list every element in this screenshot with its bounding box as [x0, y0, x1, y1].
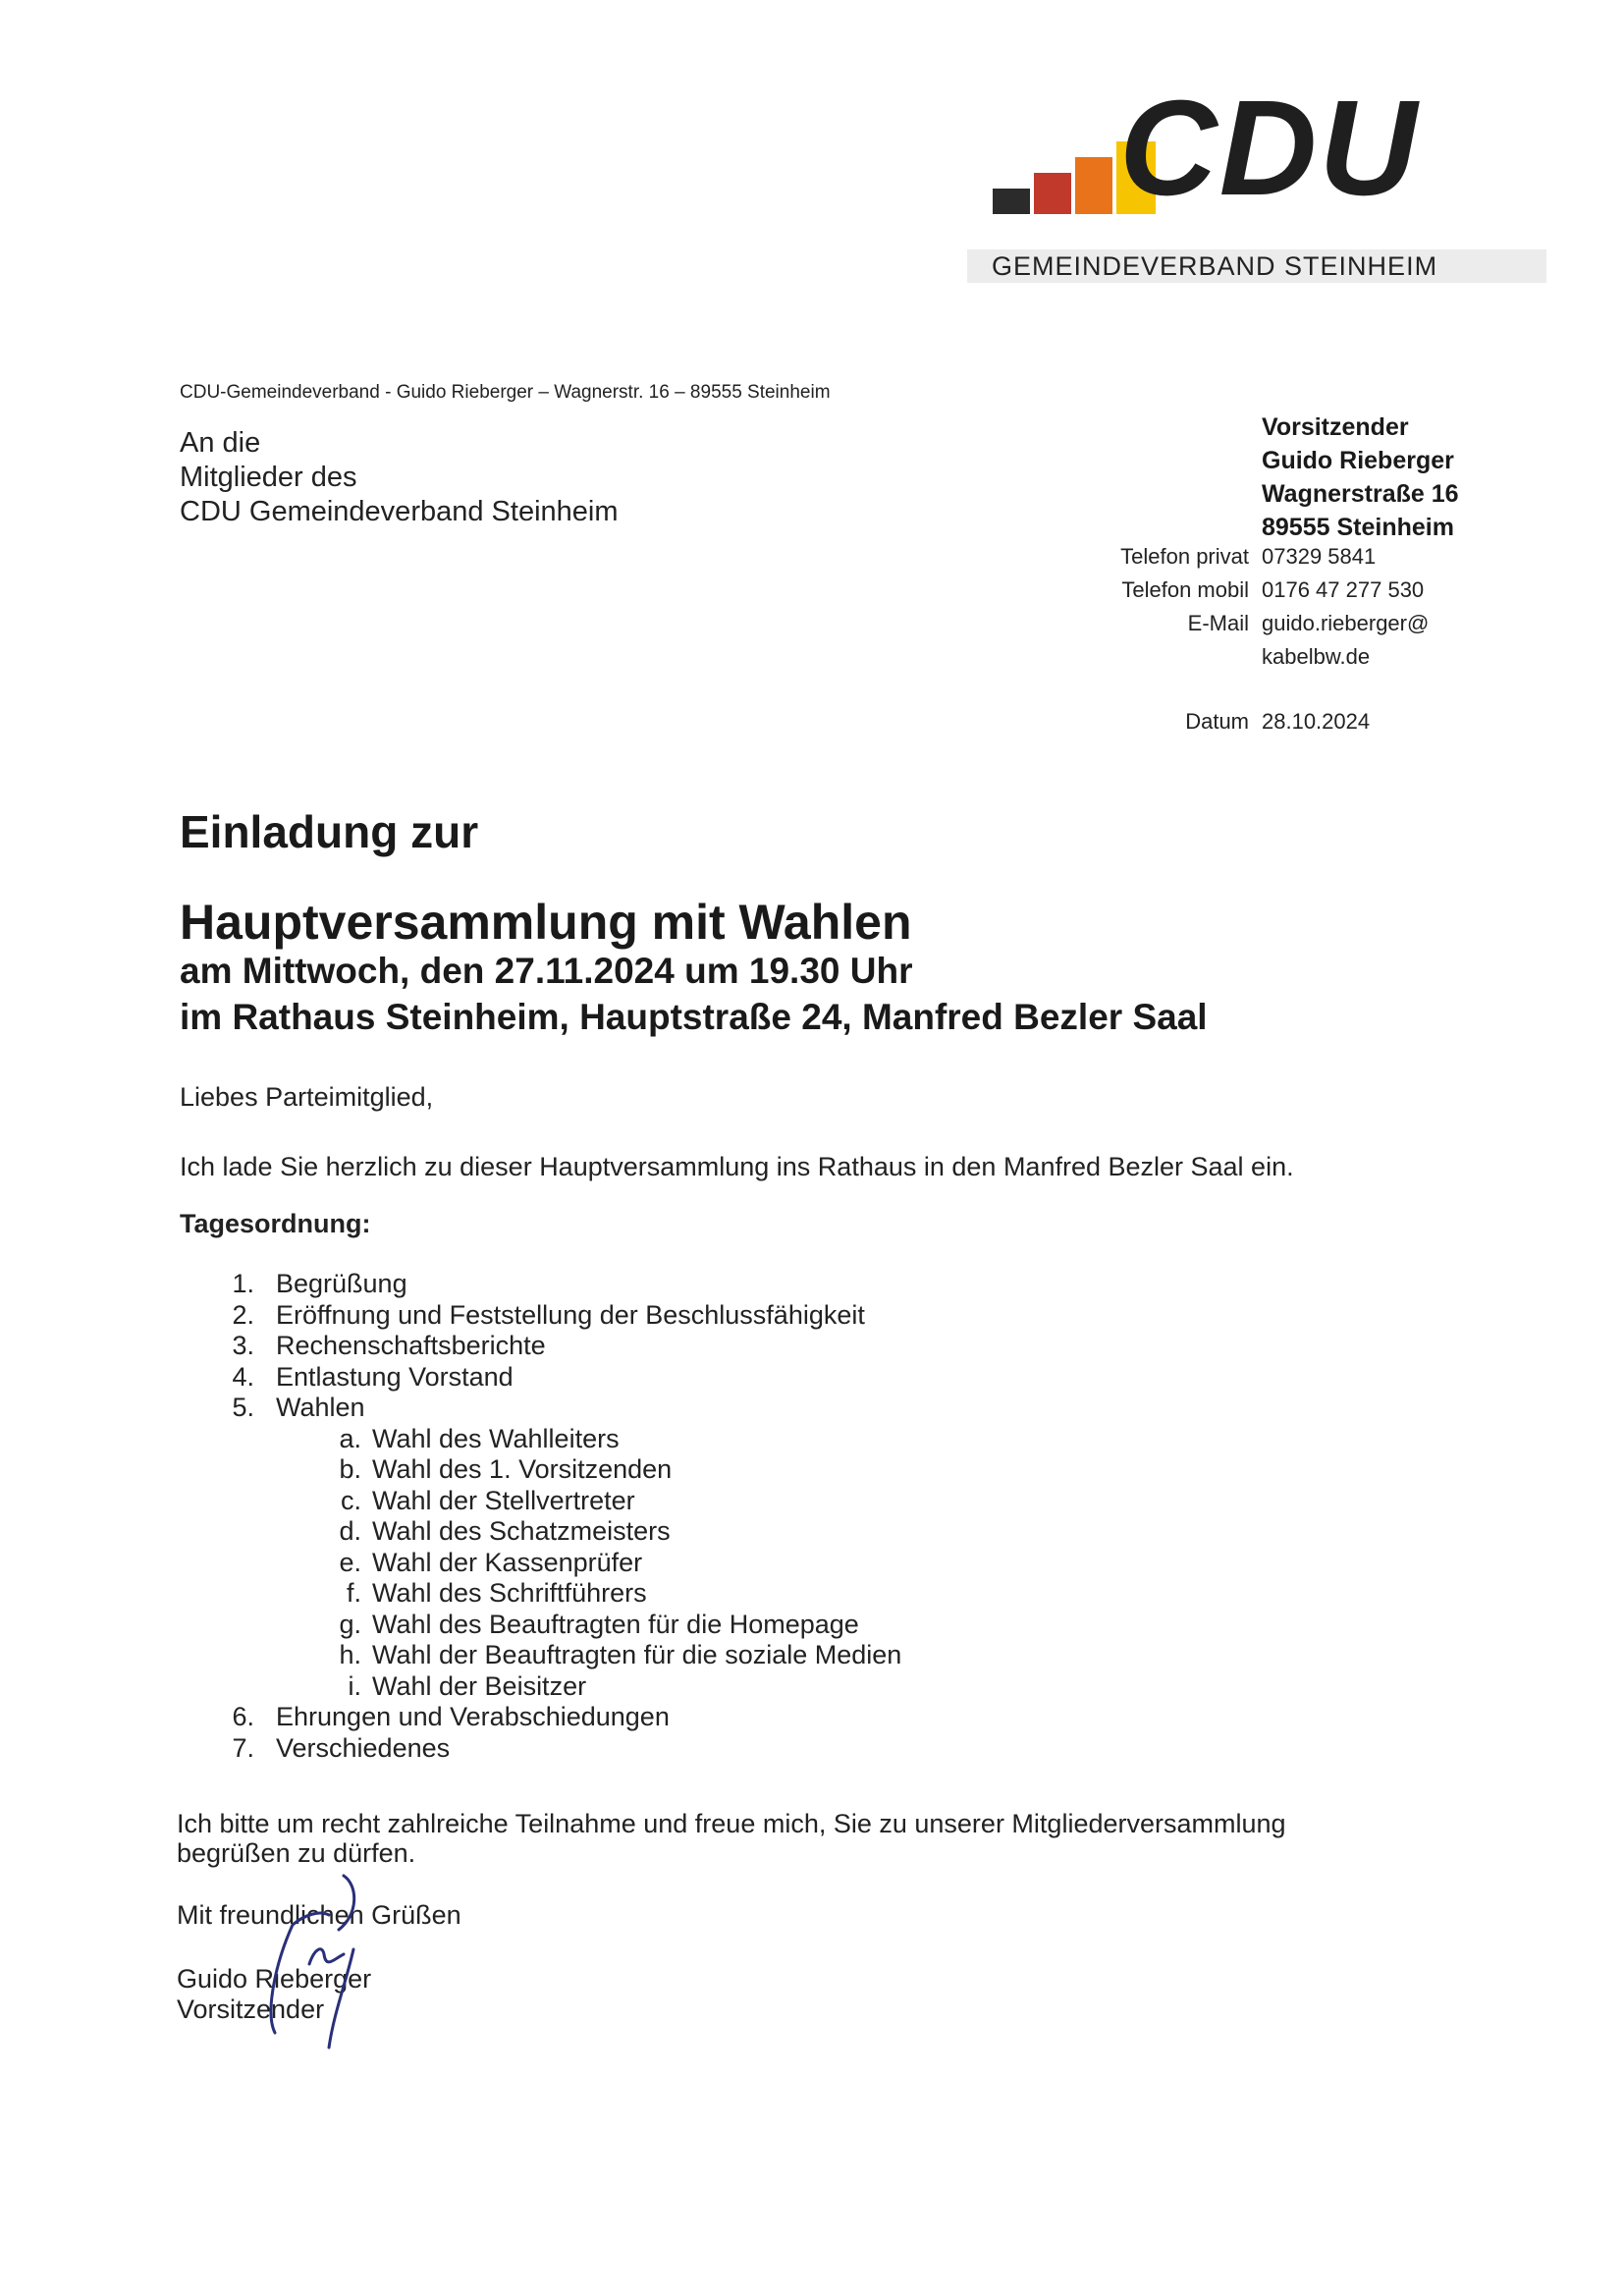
- heading-date: am Mittwoch, den 27.11.2024 um 19.30 Uhr: [180, 951, 913, 991]
- agenda-number: e.: [339, 1547, 361, 1577]
- recipient-line: An die: [180, 427, 261, 459]
- agenda-number: 1.: [232, 1269, 254, 1298]
- agenda-text: Wahl des Wahlleiters: [372, 1423, 620, 1453]
- agenda-number: 7.: [232, 1732, 254, 1763]
- logo-bar-icon: [1034, 173, 1071, 214]
- recipient-line: Mitglieder des: [180, 462, 357, 493]
- agenda-text: Wahlen: [276, 1393, 365, 1422]
- agenda-subitem: [180, 1516, 1456, 1548]
- contact-label: Telefon mobil: [1121, 577, 1249, 602]
- contact-label: Telefon privat: [1120, 544, 1249, 569]
- agenda-list: [180, 1269, 1456, 1764]
- agenda-subitem: [180, 1671, 1456, 1703]
- regards: Mit freundlichen Grüßen: [177, 1900, 461, 1930]
- recipient-line: CDU Gemeindeverband Steinheim: [180, 496, 619, 527]
- agenda-text: Wahl des Schriftführers: [372, 1578, 647, 1608]
- closing-line: Ich bitte um recht zahlreiche Teilnahme und freue mich, Sie zu unserer Mitgliederversammlung: [177, 1809, 1286, 1838]
- closing-line: begrüßen zu dürfen.: [177, 1838, 416, 1868]
- agenda-subitem: [180, 1486, 1456, 1517]
- agenda-text: Wahl der Beauftragten für die soziale Medien: [372, 1640, 902, 1669]
- agenda-text: Begrüßung: [276, 1269, 407, 1298]
- intro-paragraph: Ich lade Sie herzlich zu dieser Hauptversammlung ins Rathaus in den Manfred Bezler Saal ein.: [180, 1152, 1294, 1181]
- agenda-item: [180, 1362, 1456, 1394]
- contact-city: 89555 Steinheim: [1262, 514, 1454, 541]
- agenda-text: Wahl der Beisitzer: [372, 1670, 587, 1701]
- contact-label: Datum: [1185, 709, 1249, 734]
- contact-value: 28.10.2024: [1262, 709, 1371, 734]
- agenda-number: a.: [339, 1423, 361, 1453]
- agenda-number: 6.: [232, 1702, 254, 1731]
- logo-bar-icon: [993, 189, 1030, 214]
- agenda-item: [180, 1269, 1456, 1300]
- contact-street: Wagnerstraße 16: [1262, 480, 1459, 508]
- agenda-heading: Tagesordnung:: [180, 1209, 371, 1238]
- agenda-item: [180, 1733, 1456, 1765]
- agenda-subitem: [180, 1424, 1456, 1455]
- heading-main: Hauptversammlung mit Wahlen: [180, 895, 912, 950]
- signer-name: Guido Rieberger: [177, 1964, 372, 1994]
- agenda-subitem: [180, 1610, 1456, 1641]
- agenda-item: [180, 1393, 1456, 1424]
- agenda-number: g.: [339, 1609, 361, 1639]
- logo-subtitle: GEMEINDEVERBAND STEINHEIM: [992, 251, 1438, 281]
- agenda-subitem: [180, 1548, 1456, 1579]
- agenda-number: 4.: [232, 1361, 254, 1392]
- signer-role: Vorsitzender: [177, 1995, 325, 2024]
- cdu-logo: [987, 73, 1537, 285]
- agenda-number: f.: [346, 1578, 361, 1608]
- agenda-text: Eröffnung und Feststellung der Beschlussfähigkeit: [276, 1299, 865, 1330]
- agenda-number: 3.: [232, 1331, 254, 1360]
- heading-place: im Rathaus Steinheim, Hauptstraße 24, Manfred Bezler Saal: [180, 997, 1208, 1037]
- agenda-text: Wahl der Stellvertreter: [372, 1485, 635, 1515]
- contact-value: guido.rieberger@: [1262, 611, 1430, 635]
- agenda-item: [180, 1331, 1456, 1362]
- contact-value: 07329 5841: [1262, 544, 1377, 569]
- agenda-text: Rechenschaftsberichte: [276, 1331, 546, 1360]
- agenda-text: Wahl des Beauftragten für die Homepage: [372, 1609, 859, 1639]
- contact-name: Guido Rieberger: [1262, 447, 1454, 474]
- agenda-number: c.: [340, 1485, 361, 1515]
- agenda-number: h.: [339, 1640, 361, 1669]
- agenda-text: Wahl des Schatzmeisters: [372, 1516, 671, 1546]
- agenda-text: Wahl des 1. Vorsitzenden: [372, 1454, 673, 1484]
- agenda-text: Entlastung Vorstand: [276, 1361, 514, 1392]
- contact-value: kabelbw.de: [1262, 644, 1371, 669]
- contact-value: 0176 47 277 530: [1262, 577, 1425, 602]
- agenda-number: d.: [339, 1516, 361, 1546]
- salutation: Liebes Parteimitglied,: [180, 1082, 434, 1112]
- agenda-subitem: [180, 1640, 1456, 1671]
- agenda-text: Wahl der Kassenprüfer: [372, 1547, 643, 1577]
- logo-bar-icon: [1075, 157, 1112, 214]
- agenda-subitem: [180, 1454, 1456, 1486]
- handwritten-signature: [236, 1856, 393, 2052]
- sender-address-line: CDU-Gemeindeverband - Guido Rieberger – Wagnerstr. 16 – 89555 Steinheim: [180, 382, 831, 403]
- agenda-number: b.: [339, 1454, 361, 1484]
- agenda-item: [180, 1702, 1456, 1733]
- recipient-address: [180, 426, 619, 529]
- heading-invitation: Einladung zur: [180, 806, 479, 857]
- agenda-text: Ehrungen und Verabschiedungen: [276, 1702, 670, 1731]
- contact-label: E-Mail: [1187, 611, 1249, 635]
- agenda-number: 2.: [232, 1299, 254, 1330]
- contact-header: [1262, 410, 1459, 544]
- agenda-text: Verschiedenes: [276, 1732, 451, 1763]
- agenda-item: [180, 1300, 1456, 1332]
- logo-wordmark: CDU: [1119, 73, 1419, 224]
- contact-role: Vorsitzender: [1262, 413, 1409, 441]
- agenda-subitem: [180, 1578, 1456, 1610]
- agenda-number: 5.: [232, 1393, 254, 1422]
- agenda-number: i.: [348, 1670, 361, 1701]
